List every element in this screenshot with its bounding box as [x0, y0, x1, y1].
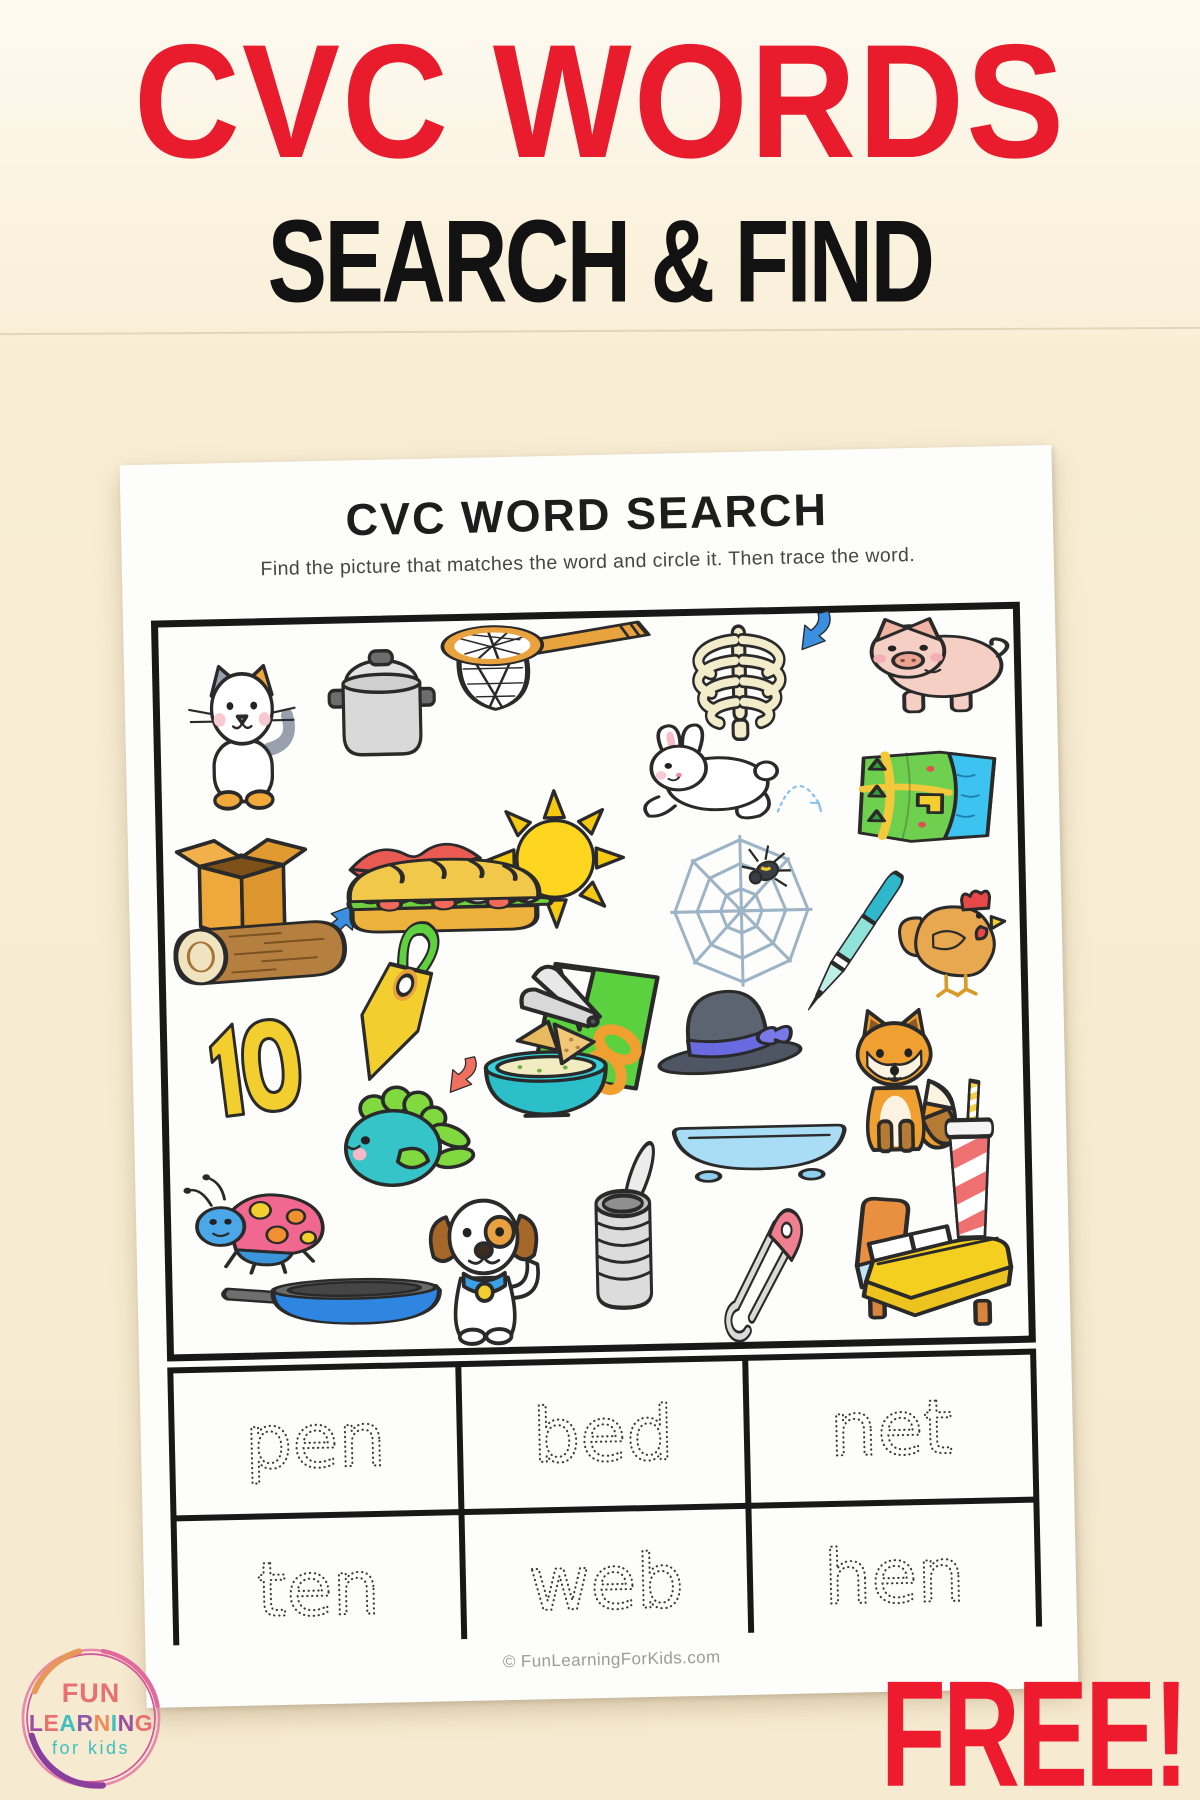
poster-subtitle: SEARCH & FIND [267, 197, 933, 327]
trace-cell-bed [461, 1361, 746, 1509]
dip-clipart [464, 1009, 629, 1145]
logo-letter: G [134, 1709, 154, 1736]
trace-word-net: net [828, 1383, 954, 1474]
can-clipart [561, 1150, 687, 1321]
trace-word-ten: ten [256, 1543, 382, 1634]
trace-word-pen: pen [244, 1395, 388, 1486]
picture-search-box [151, 602, 1036, 1362]
bed-clipart [838, 1186, 1019, 1335]
free-badge: FREE! [880, 1650, 1186, 1800]
log-clipart [158, 887, 358, 1013]
trace-cell-ten [177, 1515, 462, 1663]
dog-clipart [408, 1188, 559, 1349]
trace-cell-net [749, 1355, 1034, 1503]
logo-line-fun: FUN [61, 1677, 121, 1708]
worksheet-title: CVC WORD SEARCH [344, 483, 829, 546]
map-clipart [850, 740, 1003, 854]
trace-word-grid [167, 1349, 1042, 1646]
hen-clipart [893, 882, 1018, 1007]
fun-learning-for-kids-logo [17, 1644, 165, 1792]
hat-clipart [641, 967, 813, 1104]
logo-letter: L [28, 1709, 44, 1736]
logo-letter: R [76, 1709, 94, 1736]
logo-line-learning [29, 1710, 153, 1737]
arrow-blue-clipart [783, 608, 838, 663]
trace-word-web: web [528, 1537, 685, 1628]
pin-clipart [715, 1196, 826, 1356]
logo-line-for-kids: for kids [51, 1737, 131, 1758]
rabbit-clipart [633, 721, 784, 842]
trace-cell-web [464, 1509, 749, 1657]
logo-letter: N [93, 1709, 111, 1736]
worksheet-instructions: Find the picture that matches the word and circle it. Then trace the word. [260, 543, 916, 581]
net-clipart [446, 609, 656, 722]
trace-cell-hen [752, 1502, 1037, 1650]
pan-clipart [221, 1252, 421, 1352]
trace-word-hen: hen [822, 1531, 966, 1622]
hop-arc-clipart [773, 772, 846, 836]
pot-clipart [316, 634, 447, 775]
worksheet-paper [120, 445, 1079, 1708]
ten-clipart [193, 1002, 319, 1133]
logo-letter: N [117, 1709, 135, 1736]
pig-clipart [855, 609, 1015, 724]
logo-letter: E [43, 1709, 60, 1736]
poster-title: CVC WORDS [133, 10, 1067, 192]
trace-cell-pen [173, 1367, 458, 1515]
logo-letter: I [110, 1709, 118, 1736]
cat-clipart [175, 660, 310, 815]
tub-clipart [669, 1095, 849, 1207]
worksheet-copyright: © FunLearningForKids.com [502, 1647, 721, 1672]
logo-letter: A [59, 1709, 77, 1736]
trace-word-bed: bed [531, 1389, 675, 1480]
